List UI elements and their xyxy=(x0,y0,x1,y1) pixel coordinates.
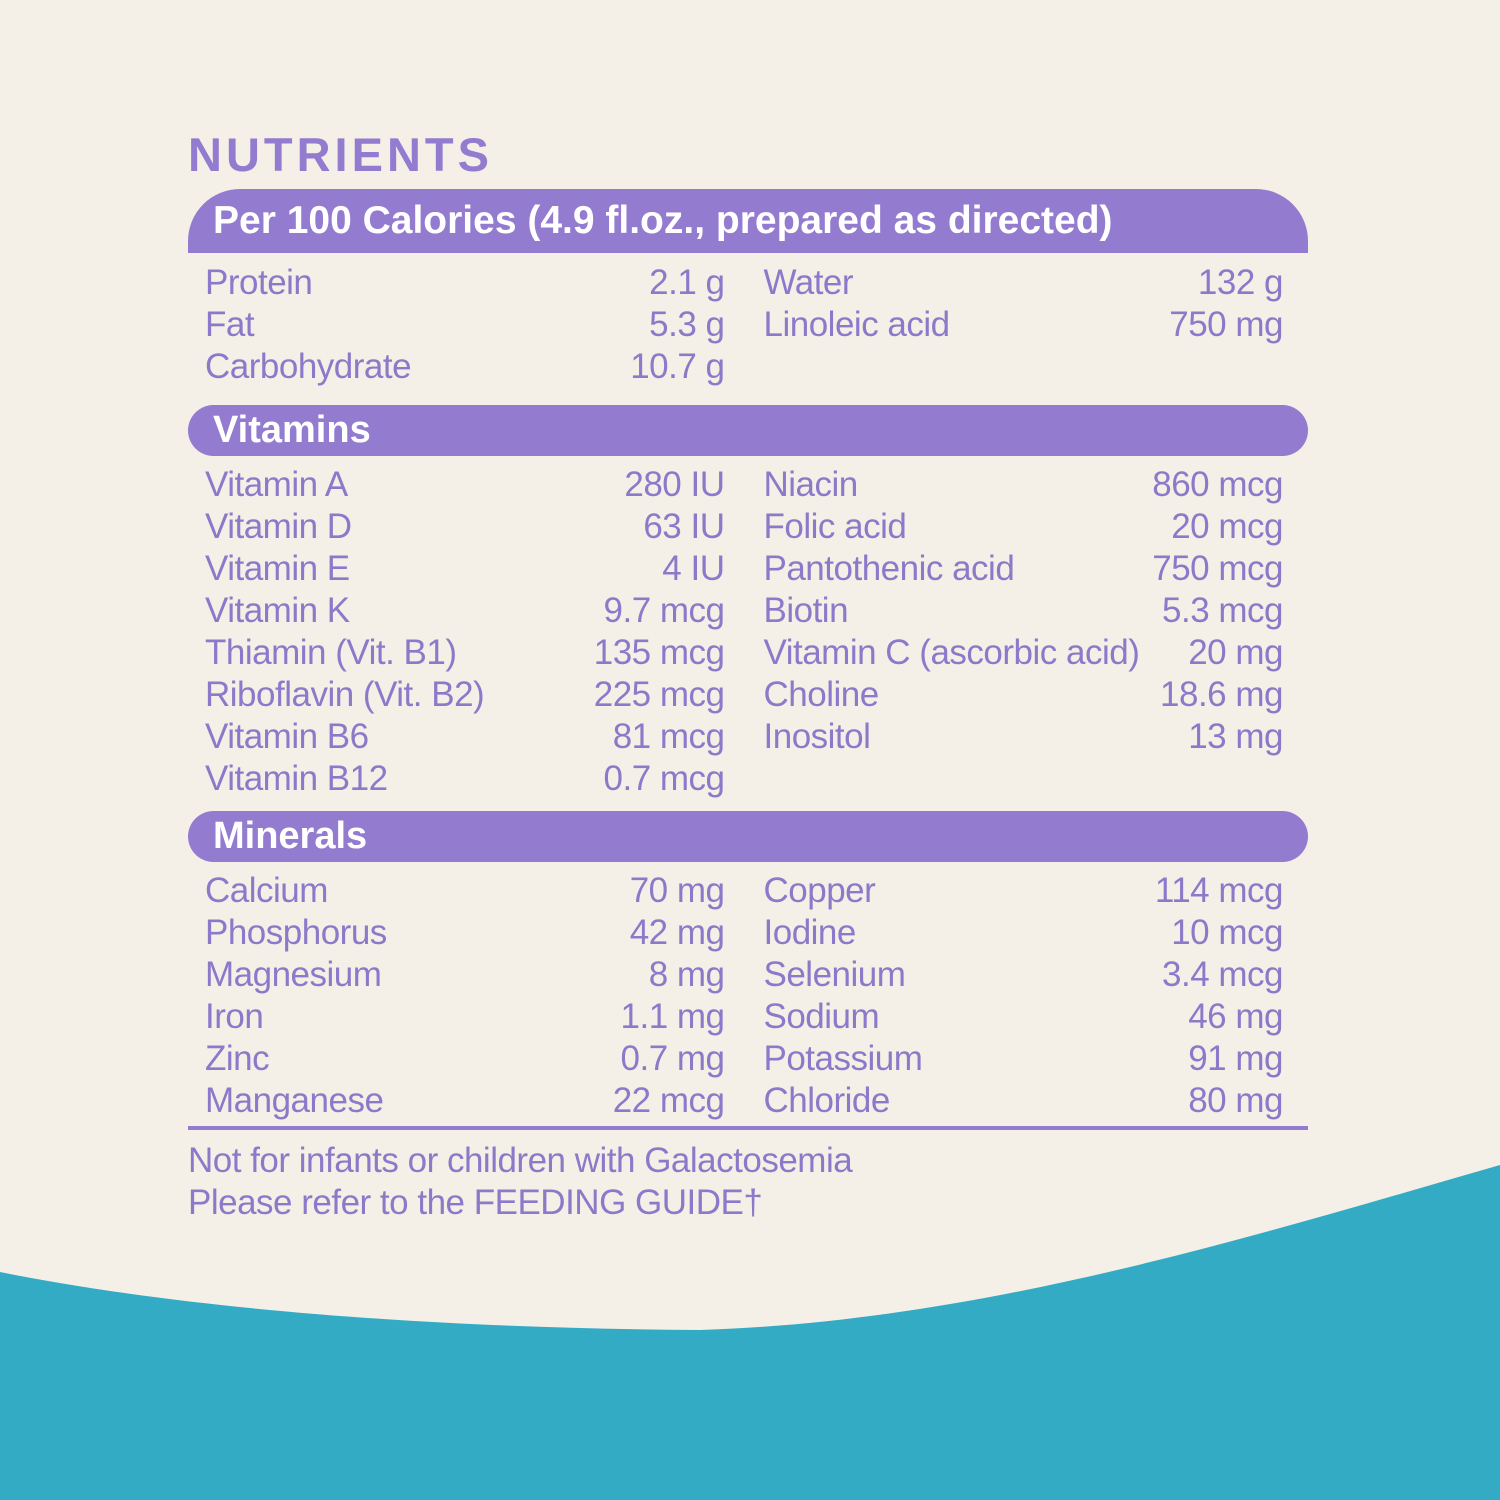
section-minerals xyxy=(188,811,1308,1122)
nutrient-label: Water xyxy=(763,263,854,302)
nutrient-row xyxy=(205,996,725,1038)
nutrient-row xyxy=(205,632,725,674)
nutrient-value: 132 g xyxy=(1197,263,1283,302)
section-body xyxy=(188,456,1308,808)
nutrient-row xyxy=(764,304,1284,346)
nutrient-label: Selenium xyxy=(763,955,906,994)
section-body xyxy=(188,253,1308,402)
nutrient-value: 750 mg xyxy=(1169,305,1283,344)
section-banner-vitamins xyxy=(188,405,1308,456)
nutrient-label: Vitamin K xyxy=(205,591,350,630)
nutrient-label: Niacin xyxy=(763,465,858,504)
column-left xyxy=(205,464,725,800)
nutrient-row xyxy=(764,506,1284,548)
nutrient-value: 81 mcg xyxy=(612,717,725,756)
nutrient-label: Linoleic acid xyxy=(763,305,950,344)
column-right xyxy=(764,262,1284,388)
nutrient-row xyxy=(205,346,725,388)
nutrient-row xyxy=(764,1038,1284,1080)
nutrient-row xyxy=(205,1038,725,1080)
nutrient-row xyxy=(764,632,1284,674)
nutrient-value: 135 mcg xyxy=(593,633,725,672)
nutrient-row xyxy=(764,716,1284,758)
section-banner-minerals xyxy=(188,811,1308,862)
divider-rule xyxy=(188,1126,1308,1130)
nutrient-row xyxy=(205,590,725,632)
nutrient-row xyxy=(205,548,725,590)
nutrient-value: 114 mcg xyxy=(1154,871,1283,910)
nutrition-content xyxy=(188,0,1308,1224)
nutrient-value: 80 mg xyxy=(1188,1081,1283,1120)
nutrient-value: 860 mcg xyxy=(1152,465,1283,504)
column-right xyxy=(764,464,1284,800)
nutrient-row xyxy=(764,954,1284,996)
wave-decoration xyxy=(0,1155,1500,1500)
footer-note-line1: Not for infants or children with Galactosemia xyxy=(188,1141,853,1180)
section-vitamins xyxy=(188,405,1308,808)
nutrient-value: 5.3 g xyxy=(649,305,725,344)
nutrient-value: 0.7 mg xyxy=(620,1039,725,1078)
nutrient-label: Manganese xyxy=(205,1081,384,1120)
nutrient-value: 22 mcg xyxy=(612,1081,725,1120)
nutrient-label: Vitamin A xyxy=(205,465,348,504)
nutrient-row xyxy=(205,870,725,912)
nutrient-label: Riboflavin (Vit. B2) xyxy=(205,675,485,714)
nutrient-row xyxy=(205,716,725,758)
section-banner-per-100-calories xyxy=(188,189,1308,253)
nutrient-row xyxy=(205,674,725,716)
nutrient-label: Vitamin C (ascorbic acid) xyxy=(763,633,1140,672)
nutrient-label: Protein xyxy=(205,263,313,302)
nutrient-value: 20 mcg xyxy=(1171,507,1283,546)
nutrient-value: 10.7 g xyxy=(630,347,725,386)
nutrient-label: Thiamin (Vit. B1) xyxy=(205,633,457,672)
nutrient-row xyxy=(764,262,1284,304)
nutrient-label: Vitamin B6 xyxy=(205,717,369,756)
nutrient-label: Fat xyxy=(205,305,255,344)
nutrient-value: 18.6 mg xyxy=(1160,675,1283,714)
nutrient-label: Sodium xyxy=(763,997,880,1036)
nutrient-value: 0.7 mcg xyxy=(603,759,725,798)
nutrient-row xyxy=(764,870,1284,912)
nutrient-row xyxy=(764,674,1284,716)
nutrient-label: Phosphorus xyxy=(205,913,387,952)
nutrient-value: 2.1 g xyxy=(649,263,725,302)
section-per-100-calories xyxy=(188,189,1308,402)
nutrient-value: 4 IU xyxy=(662,549,725,588)
nutrient-row xyxy=(205,262,725,304)
column-right xyxy=(764,870,1284,1122)
nutrient-label: Calcium xyxy=(205,871,328,910)
nutrient-value: 5.3 mcg xyxy=(1162,591,1283,630)
nutrient-row xyxy=(205,304,725,346)
nutrient-value: 63 IU xyxy=(643,507,725,546)
nutrient-value: 20 mg xyxy=(1188,633,1283,672)
nutrient-row xyxy=(764,548,1284,590)
nutrient-row xyxy=(764,464,1284,506)
nutrient-label: Iodine xyxy=(763,913,856,952)
wave-shape xyxy=(0,1165,1500,1500)
nutrient-label: Potassium xyxy=(763,1039,923,1078)
nutrient-label: Zinc xyxy=(205,1039,270,1078)
nutrient-label: Vitamin D xyxy=(205,507,352,546)
nutrient-value: 42 mg xyxy=(629,913,725,952)
nutrient-value: 70 mg xyxy=(629,871,725,910)
nutrient-value: 3.4 mcg xyxy=(1162,955,1283,994)
section-header-label: Minerals xyxy=(213,815,368,857)
nutrient-value: 9.7 mcg xyxy=(603,591,725,630)
nutrient-label: Iron xyxy=(205,997,264,1036)
nutrient-value: 10 mcg xyxy=(1171,913,1283,952)
nutrient-label: Chloride xyxy=(763,1081,890,1120)
nutrient-row xyxy=(205,954,725,996)
nutrient-label: Vitamin E xyxy=(205,549,350,588)
section-body xyxy=(188,862,1308,1122)
nutrient-value: 91 mg xyxy=(1188,1039,1283,1078)
nutrient-value: 225 mcg xyxy=(593,675,725,714)
nutrient-label: Inositol xyxy=(763,717,871,756)
nutrient-row xyxy=(764,1080,1284,1122)
nutrient-row xyxy=(764,996,1284,1038)
nutrient-label: Folic acid xyxy=(763,507,907,546)
nutrient-row xyxy=(205,464,725,506)
nutrient-label: Carbohydrate xyxy=(205,347,412,386)
section-header-label: Vitamins xyxy=(213,409,371,451)
nutrient-row xyxy=(205,758,725,800)
footer-note-line2: Please refer to the FEEDING GUIDE† xyxy=(188,1183,763,1222)
nutrient-row xyxy=(205,506,725,548)
page-title: NUTRIENTS xyxy=(188,128,493,181)
column-left xyxy=(205,262,725,388)
sections xyxy=(188,189,1308,1122)
nutrient-label: Pantothenic acid xyxy=(763,549,1015,588)
nutrient-value: 46 mg xyxy=(1188,997,1283,1036)
nutrient-label: Copper xyxy=(763,871,876,910)
section-header-label: Per 100 Calories (4.9 fl.oz., prepared as directed) xyxy=(213,199,1113,242)
nutrient-row xyxy=(764,590,1284,632)
column-left xyxy=(205,870,725,1122)
nutrient-label: Choline xyxy=(763,675,879,714)
nutrient-label: Vitamin B12 xyxy=(205,759,388,798)
nutrient-value: 8 mg xyxy=(648,955,725,994)
nutrient-value: 13 mg xyxy=(1188,717,1283,756)
nutrient-label: Biotin xyxy=(763,591,849,630)
nutrient-label: Magnesium xyxy=(205,955,382,994)
nutrient-value: 280 IU xyxy=(624,465,725,504)
nutrient-row xyxy=(205,912,725,954)
nutrient-value: 1.1 mg xyxy=(620,997,725,1036)
nutrient-value: 750 mcg xyxy=(1152,549,1283,588)
nutrient-row xyxy=(205,1080,725,1122)
nutrient-row xyxy=(764,912,1284,954)
